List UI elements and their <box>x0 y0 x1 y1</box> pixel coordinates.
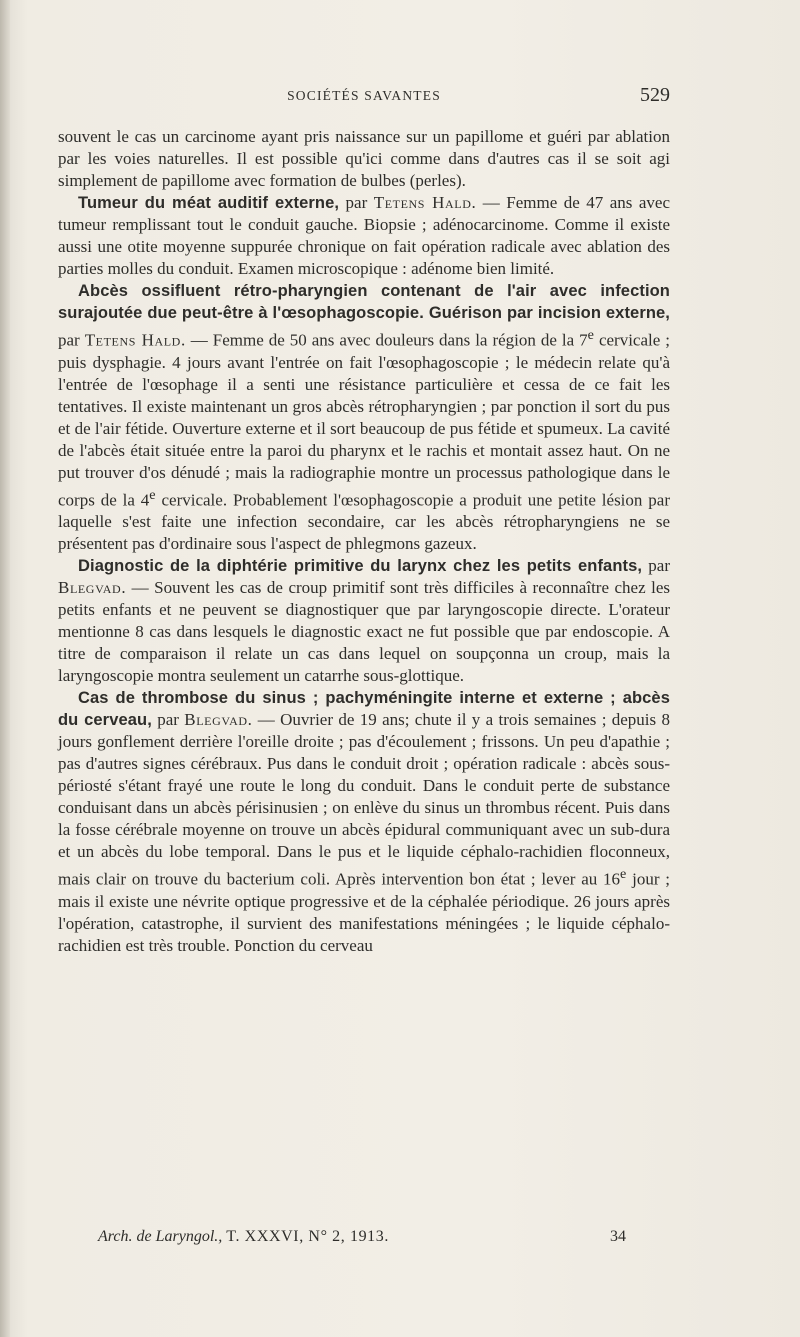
running-head: SOCIÉTÉS SAVANTES <box>287 88 441 103</box>
entry-title: Tumeur du méat auditif externe, <box>78 194 340 212</box>
entry-text: — Femme de 47 ans avec tumeur remplissant tout le conduit gauche. Biopsie ; adénocarcinome. Comme il existe aussi une otite moyenne suppurée chronique on fait opération radicale avec ablation des parties molles du conduit. Examen microscopique : adénome bien limité. <box>58 193 670 278</box>
entry-text: cervicale ; puis dysphagie. 4 jours avant l'entrée on fait l'œsophagoscopie ; le médecin relate qu'à l'entrée de l'œsophage il a senti une résistance particulière et cessa de ce fait les tentatives. Il existe maintenant un gros abcès rétropharyngien ; par ponction il sort du pus et de l'air fétide. Ouverture externe et il sort beaucoup de pus fétide et spumeux. La cavité de l'abcès était située entre la paroi du pharynx et le rachis et montait assez haut. On ne put trouver d'os dénudé ; mais la radiographie montre un processus pathologique dans le corps de la 4 <box>58 330 670 510</box>
entry-tumeur-meat <box>58 192 670 280</box>
entry-by: par <box>58 330 85 350</box>
entry-text: — Souvent les cas de croup primitif sont très difficiles à reconnaître chez les petits enfants et ne peuvent se diagnostiquer que par laryngoscopie directe. L'orateur mentionne 8 cas dans lesquels le diagnostic exact ne fut possible que par endoscopie. A titre de comparaison il relate un cas dans lequel on soupçonna un croup, mais la laryngoscopie montra seulement un catarrhe sous-glottique. <box>58 578 670 686</box>
entry-by: par <box>642 556 671 576</box>
page-header <box>58 84 670 108</box>
journal-citation <box>98 1228 389 1246</box>
page-footer <box>58 1228 670 1250</box>
entry-text: jour ; mais il existe une névrite optique progressive et de la céphalée périodique. 26 jours après l'opération, catastrophe, il survient des manifestations méningées ; le liquide céphalo-rachidien est très trouble. Ponction du cerveau <box>58 869 671 955</box>
entry-diphterie <box>58 555 670 687</box>
entry-author: Blegvad. <box>58 578 127 598</box>
entry-author: Blegvad. <box>184 710 253 730</box>
entry-title: Abcès ossifluent rétro-pharyngien contenant de l'air avec infection surajoutée due peut-être à l'œsophagoscopie. Guérison par incision externe, <box>58 282 670 322</box>
entry-author: Tetens Hald. <box>84 330 186 350</box>
page-binding-edge <box>0 0 10 1337</box>
entry-abces-retropharyngien <box>58 280 670 555</box>
entry-text: — Femme de 50 ans avec douleurs dans la région de la 7 <box>185 330 588 350</box>
superscript: e <box>149 486 156 503</box>
paragraph-continuation <box>58 126 670 192</box>
superscript: e <box>620 866 627 883</box>
journal-name: Arch. de Laryngol., <box>98 1228 223 1245</box>
paragraph-text: souvent le cas un carcinome ayant pris naissance sur un papillome et guéri par ablation par les voies naturelles. Il est possible qu'ici comme dans d'autres cas il se soit agi simplement de papillome avec formation de bulbes (perles). <box>58 127 670 190</box>
entry-title: Diagnostic de la diphtérie primitive du larynx chez les petits enfants, <box>78 557 643 576</box>
superscript: e <box>587 327 594 343</box>
entry-title: Cas de thrombose du sinus ; pachyméningite interne et externe ; abcès du cerveau, <box>58 689 670 730</box>
entry-by: par <box>151 710 185 730</box>
entry-author: Tetens Hald. <box>373 193 477 212</box>
journal-volume: T. XXXVI, N° 2, 1913. <box>226 1228 389 1245</box>
entry-by: par <box>339 193 374 212</box>
article-body <box>58 126 670 957</box>
page-number: 529 <box>640 84 670 106</box>
entry-text: — Ouvrier de 19 ans; chute il y a trois semaines ; depuis 8 jours gonflement derrière l'oreille droite ; pas d'écoulement ; frissons. Un peu d'apathie ; pas d'autres signes cérébraux. Pus dans le conduit droit ; opération radicale : abcès sous-périosté s'étant frayé une route le long du conduit. Dans le conduit perte de substance conduisant dans un abcès périsinusien ; on enlève du sinus un thrombus récent. Puis dans la fosse cérébrale moyenne on trouve un abcès épidural communiquant avec un sub-dura et un abcès du lobe temporal. Dans le pus et le liquide céphalo-rachidien floconneux, mais clair on trouve du bacterium coli. Après intervention bon état ; lever au 16 <box>58 710 670 889</box>
entry-thrombose-sinus <box>58 687 670 957</box>
signature-mark: 34 <box>610 1228 626 1245</box>
entry-text: cervicale. Probablement l'œsophagoscopie a produit une petite lésion par laquelle s'est faite une infection secondaire, car les abcès rétropharyngiens ne se présentent pas d'ordinaire sous l'aspect de phlegmons gazeux. <box>58 490 670 554</box>
